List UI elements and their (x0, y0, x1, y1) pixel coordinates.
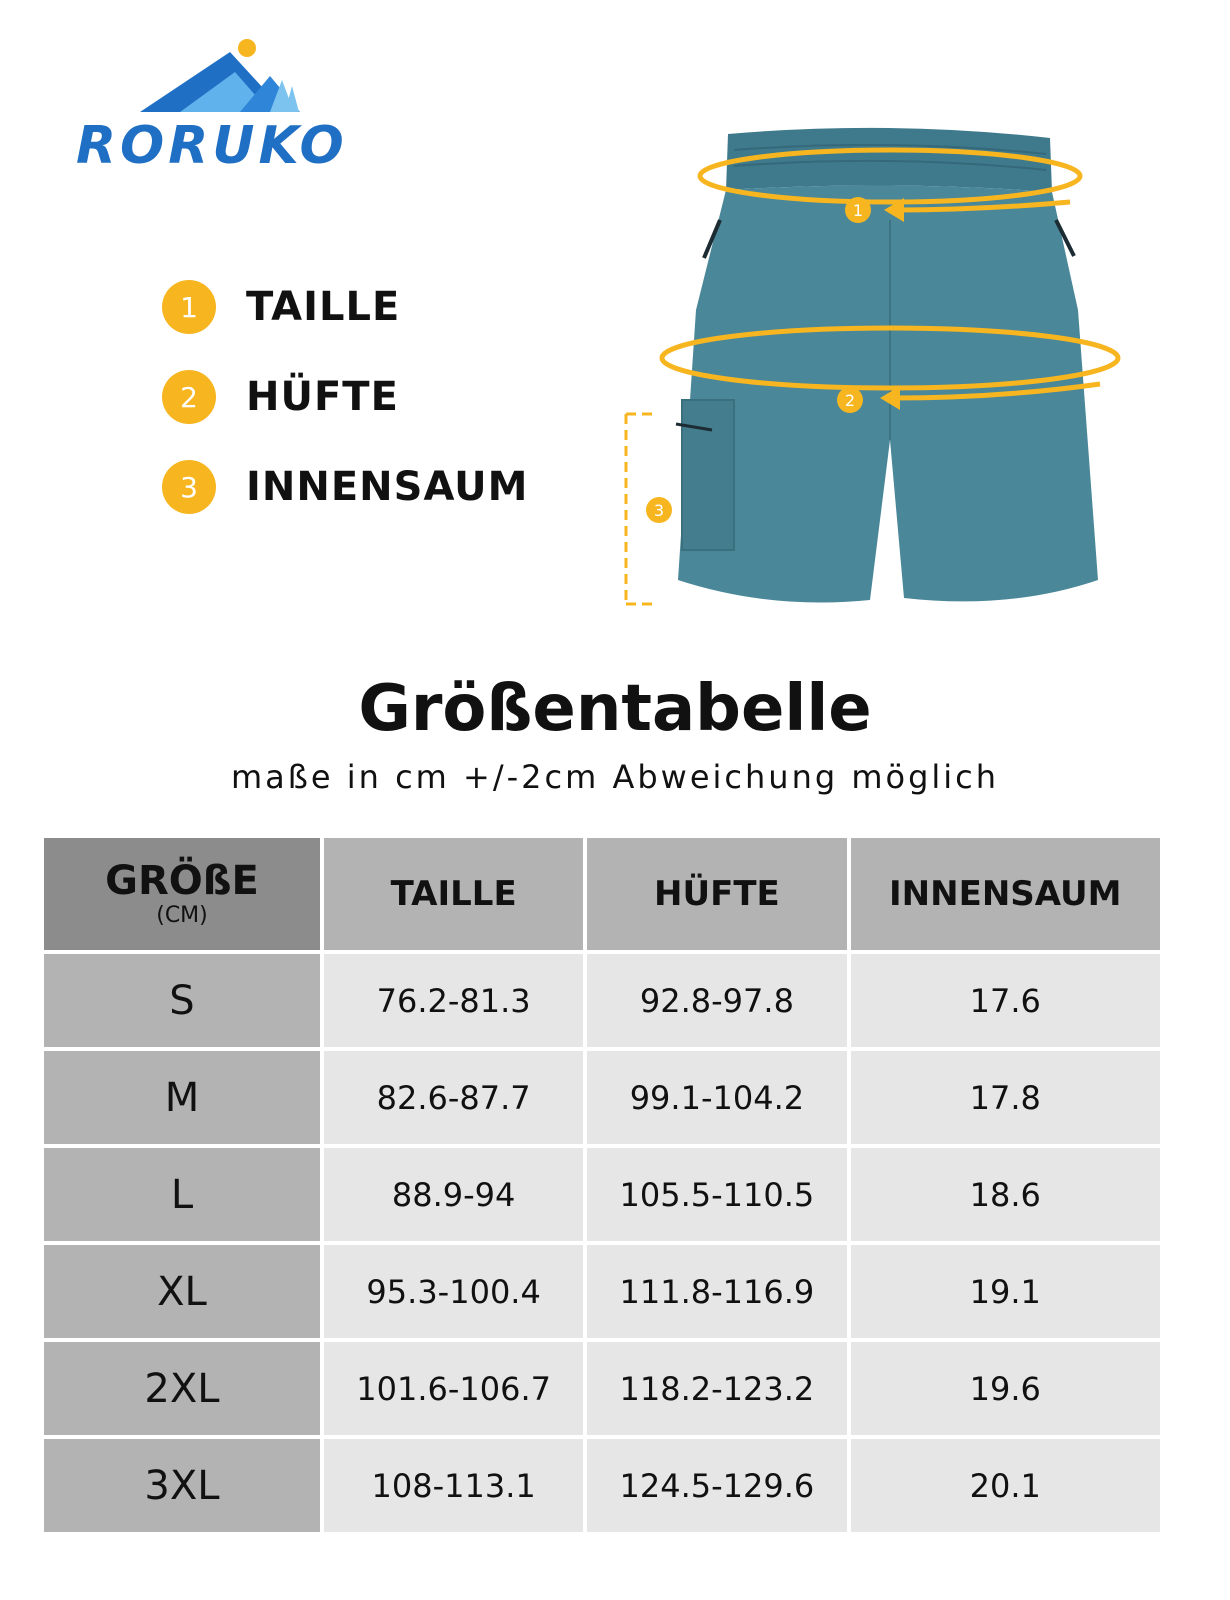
cell-hip: 99.1-104.2 (587, 1051, 846, 1144)
cell-hip: 118.2-123.2 (587, 1342, 846, 1435)
legend-number-badge: 2 (162, 370, 216, 424)
header-size-label: GRÖßE (105, 858, 259, 904)
legend-item-hip (162, 352, 528, 442)
marker-inseam: 3 (653, 501, 665, 520)
cell-inseam: 17.8 (851, 1051, 1160, 1144)
cell-hip: 124.5-129.6 (587, 1439, 846, 1532)
brand-logo (70, 36, 370, 176)
header-hip: HÜFTE (587, 838, 846, 950)
header-size (44, 838, 320, 950)
table-row (44, 1148, 1160, 1241)
size-table (40, 834, 1164, 1536)
brand-name: RORUKO (76, 116, 348, 176)
header-inseam: INNENSAUM (851, 838, 1160, 950)
page-subtitle: maße in cm +/-2cm Abweichung möglich (230, 758, 1000, 796)
page-title: Größentabelle (358, 672, 872, 746)
table-row (44, 954, 1160, 1047)
cell-waist: 101.6-106.7 (324, 1342, 583, 1435)
header-waist: TAILLE (324, 838, 583, 950)
legend-number-badge: 1 (162, 280, 216, 334)
cell-inseam: 19.6 (851, 1342, 1160, 1435)
cell-waist: 88.9-94 (324, 1148, 583, 1241)
cell-inseam: 20.1 (851, 1439, 1160, 1532)
table-row (44, 1439, 1160, 1532)
cell-size: L (44, 1148, 320, 1241)
marker-waist: 1 (852, 201, 864, 220)
cell-waist: 76.2-81.3 (324, 954, 583, 1047)
table-row (44, 1342, 1160, 1435)
legend-item-inseam (162, 442, 528, 532)
marker-hip: 2 (844, 391, 856, 410)
cell-size: M (44, 1051, 320, 1144)
cell-size: S (44, 954, 320, 1047)
cell-inseam: 18.6 (851, 1148, 1160, 1241)
header-size-unit: (CM) (156, 903, 208, 928)
table-header-row (44, 838, 1160, 950)
legend-label: INNENSAUM (246, 464, 529, 510)
cell-hip: 92.8-97.8 (587, 954, 846, 1047)
legend-number-badge: 3 (162, 460, 216, 514)
cell-size: XL (44, 1245, 320, 1338)
cell-waist: 82.6-87.7 (324, 1051, 583, 1144)
cell-hip: 111.8-116.9 (587, 1245, 846, 1338)
table-row (44, 1051, 1160, 1144)
cell-inseam: 17.6 (851, 954, 1160, 1047)
mountain-logo-icon (70, 36, 370, 116)
cell-inseam: 19.1 (851, 1245, 1160, 1338)
cell-waist: 95.3-100.4 (324, 1245, 583, 1338)
cell-size: 3XL (44, 1439, 320, 1532)
legend-item-waist (162, 262, 528, 352)
cell-hip: 105.5-110.5 (587, 1148, 846, 1241)
measurement-legend (162, 262, 528, 532)
table-row (44, 1245, 1160, 1338)
legend-label: HÜFTE (246, 374, 399, 420)
cell-size: 2XL (44, 1342, 320, 1435)
shorts-illustration-icon (600, 110, 1160, 630)
legend-label: TAILLE (246, 284, 401, 330)
shorts-diagram (600, 110, 1160, 630)
cell-waist: 108-113.1 (324, 1439, 583, 1532)
